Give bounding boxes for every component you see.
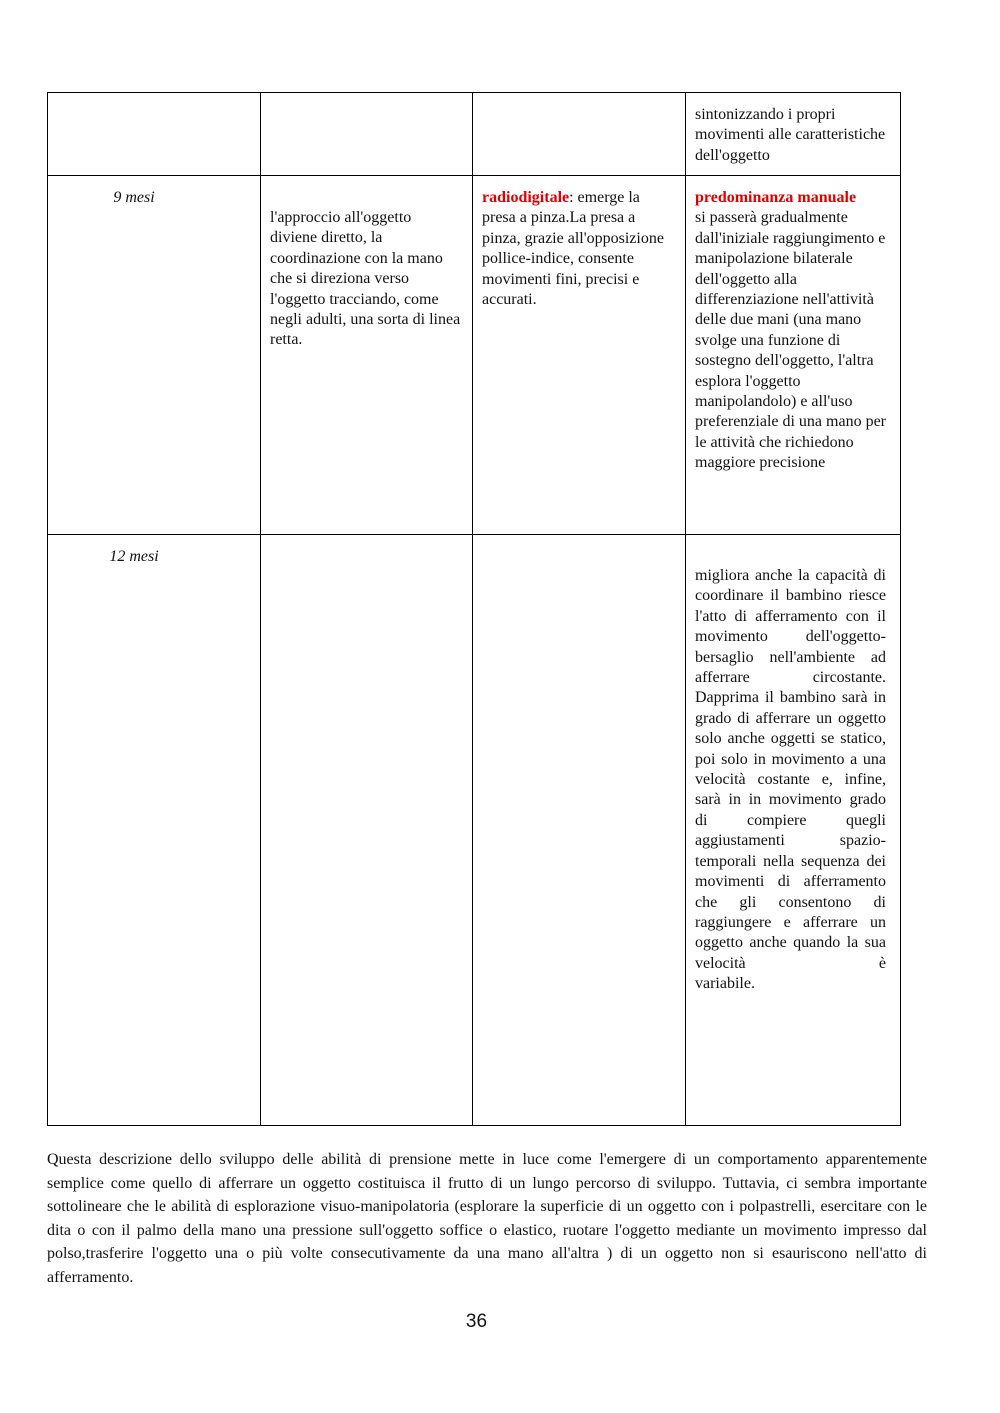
cell-text: l'approccio all'oggetto diviene diretto, la coordinazione con la mano che si direziona verso l'oggetto tracciando, come negli adulti, una sorta di linea retta. (270, 209, 461, 349)
table-row (48, 176, 901, 535)
table-cell (686, 93, 901, 176)
cell-text: migliora anche la capacità di coordinare il bambino riesce l'atto di afferramento con il movimento dell'oggetto-bersaglio nell'ambiente ad afferrare circostante. Dapprima il bambino sarà in grado di afferrare un oggetto solo anche oggetti se statico, poi solo in movimento a una velocità costante e, infine, sarà in in movimento grado di compiere quegli aggiustamenti spazio-temporali nella sequenza dei movimenti di afferramento che gli consentono di raggiungere e afferrare un oggetto anche quando la sua velocità è (695, 567, 886, 972)
table-cell (261, 535, 473, 1126)
cell-text-last-line: variabile. (695, 975, 755, 993)
cell-text: sintonizzando i propri movimenti alle caratteristiche dell'oggetto (695, 106, 886, 164)
table-row (48, 535, 901, 1126)
development-table (47, 92, 901, 1126)
table-cell (473, 176, 686, 535)
cell-text: si passerà gradualmente dall'iniziale raggiungimento e manipolazione bilaterale dell'oggetto alla differenziazione nell'attività delle due mani (una mano svolge una funzione di sostegno dell'oggetto, l'altra esplora l'oggetto manipolandolo) e all'uso preferenziale di una mano per le attività che richiedono maggiore precisione (695, 209, 887, 472)
cell-content (473, 176, 685, 310)
table-cell (473, 93, 686, 176)
table-cell (48, 535, 261, 1126)
table-cell (261, 93, 473, 176)
table-cell (473, 535, 686, 1126)
table-cell (48, 176, 261, 535)
table-cell (48, 93, 261, 176)
cell-content (686, 176, 900, 474)
cell-text: : emerge la presa a pinza.La presa a pinza, grazie all'opposizione pollice-indice, consente movimenti fini, precisi e accurati. (482, 189, 664, 309)
highlight-term: radiodigitale (482, 189, 570, 206)
table-row (48, 93, 901, 176)
age-label: 9 mesi (113, 189, 155, 206)
highlight-term: predominanza manuale (695, 189, 857, 206)
page-number: 36 (465, 1311, 488, 1332)
age-label: 12 mesi (109, 548, 159, 565)
table-cell (261, 176, 473, 535)
table-cell (686, 535, 901, 1126)
cell-content (686, 535, 900, 995)
table-cell (686, 176, 901, 535)
body-paragraph: Questa descrizione dello sviluppo delle abilità di prensione mette in luce come l'emergere di un comportamento apparentemente semplice come quello di afferrare un oggetto costituisca il frutto di un lungo percorso di sviluppo. Tuttavia, ci sembra importante sottolineare che le abilità di esplorazione visuo-manipolatoria (esplorare la superficie di un oggetto con i polpastrelli, esercitare con le dita o con il palmo della mano una pressione sull'oggetto soffice o elastico, ruotare l'oggetto mediante un movimento impresso dal polso,trasferire l'oggetto una o più volte consecutivamente da una mano all'altra ) di un oggetto non si esauriscono nell'atto di afferramento. (47, 1151, 927, 1286)
